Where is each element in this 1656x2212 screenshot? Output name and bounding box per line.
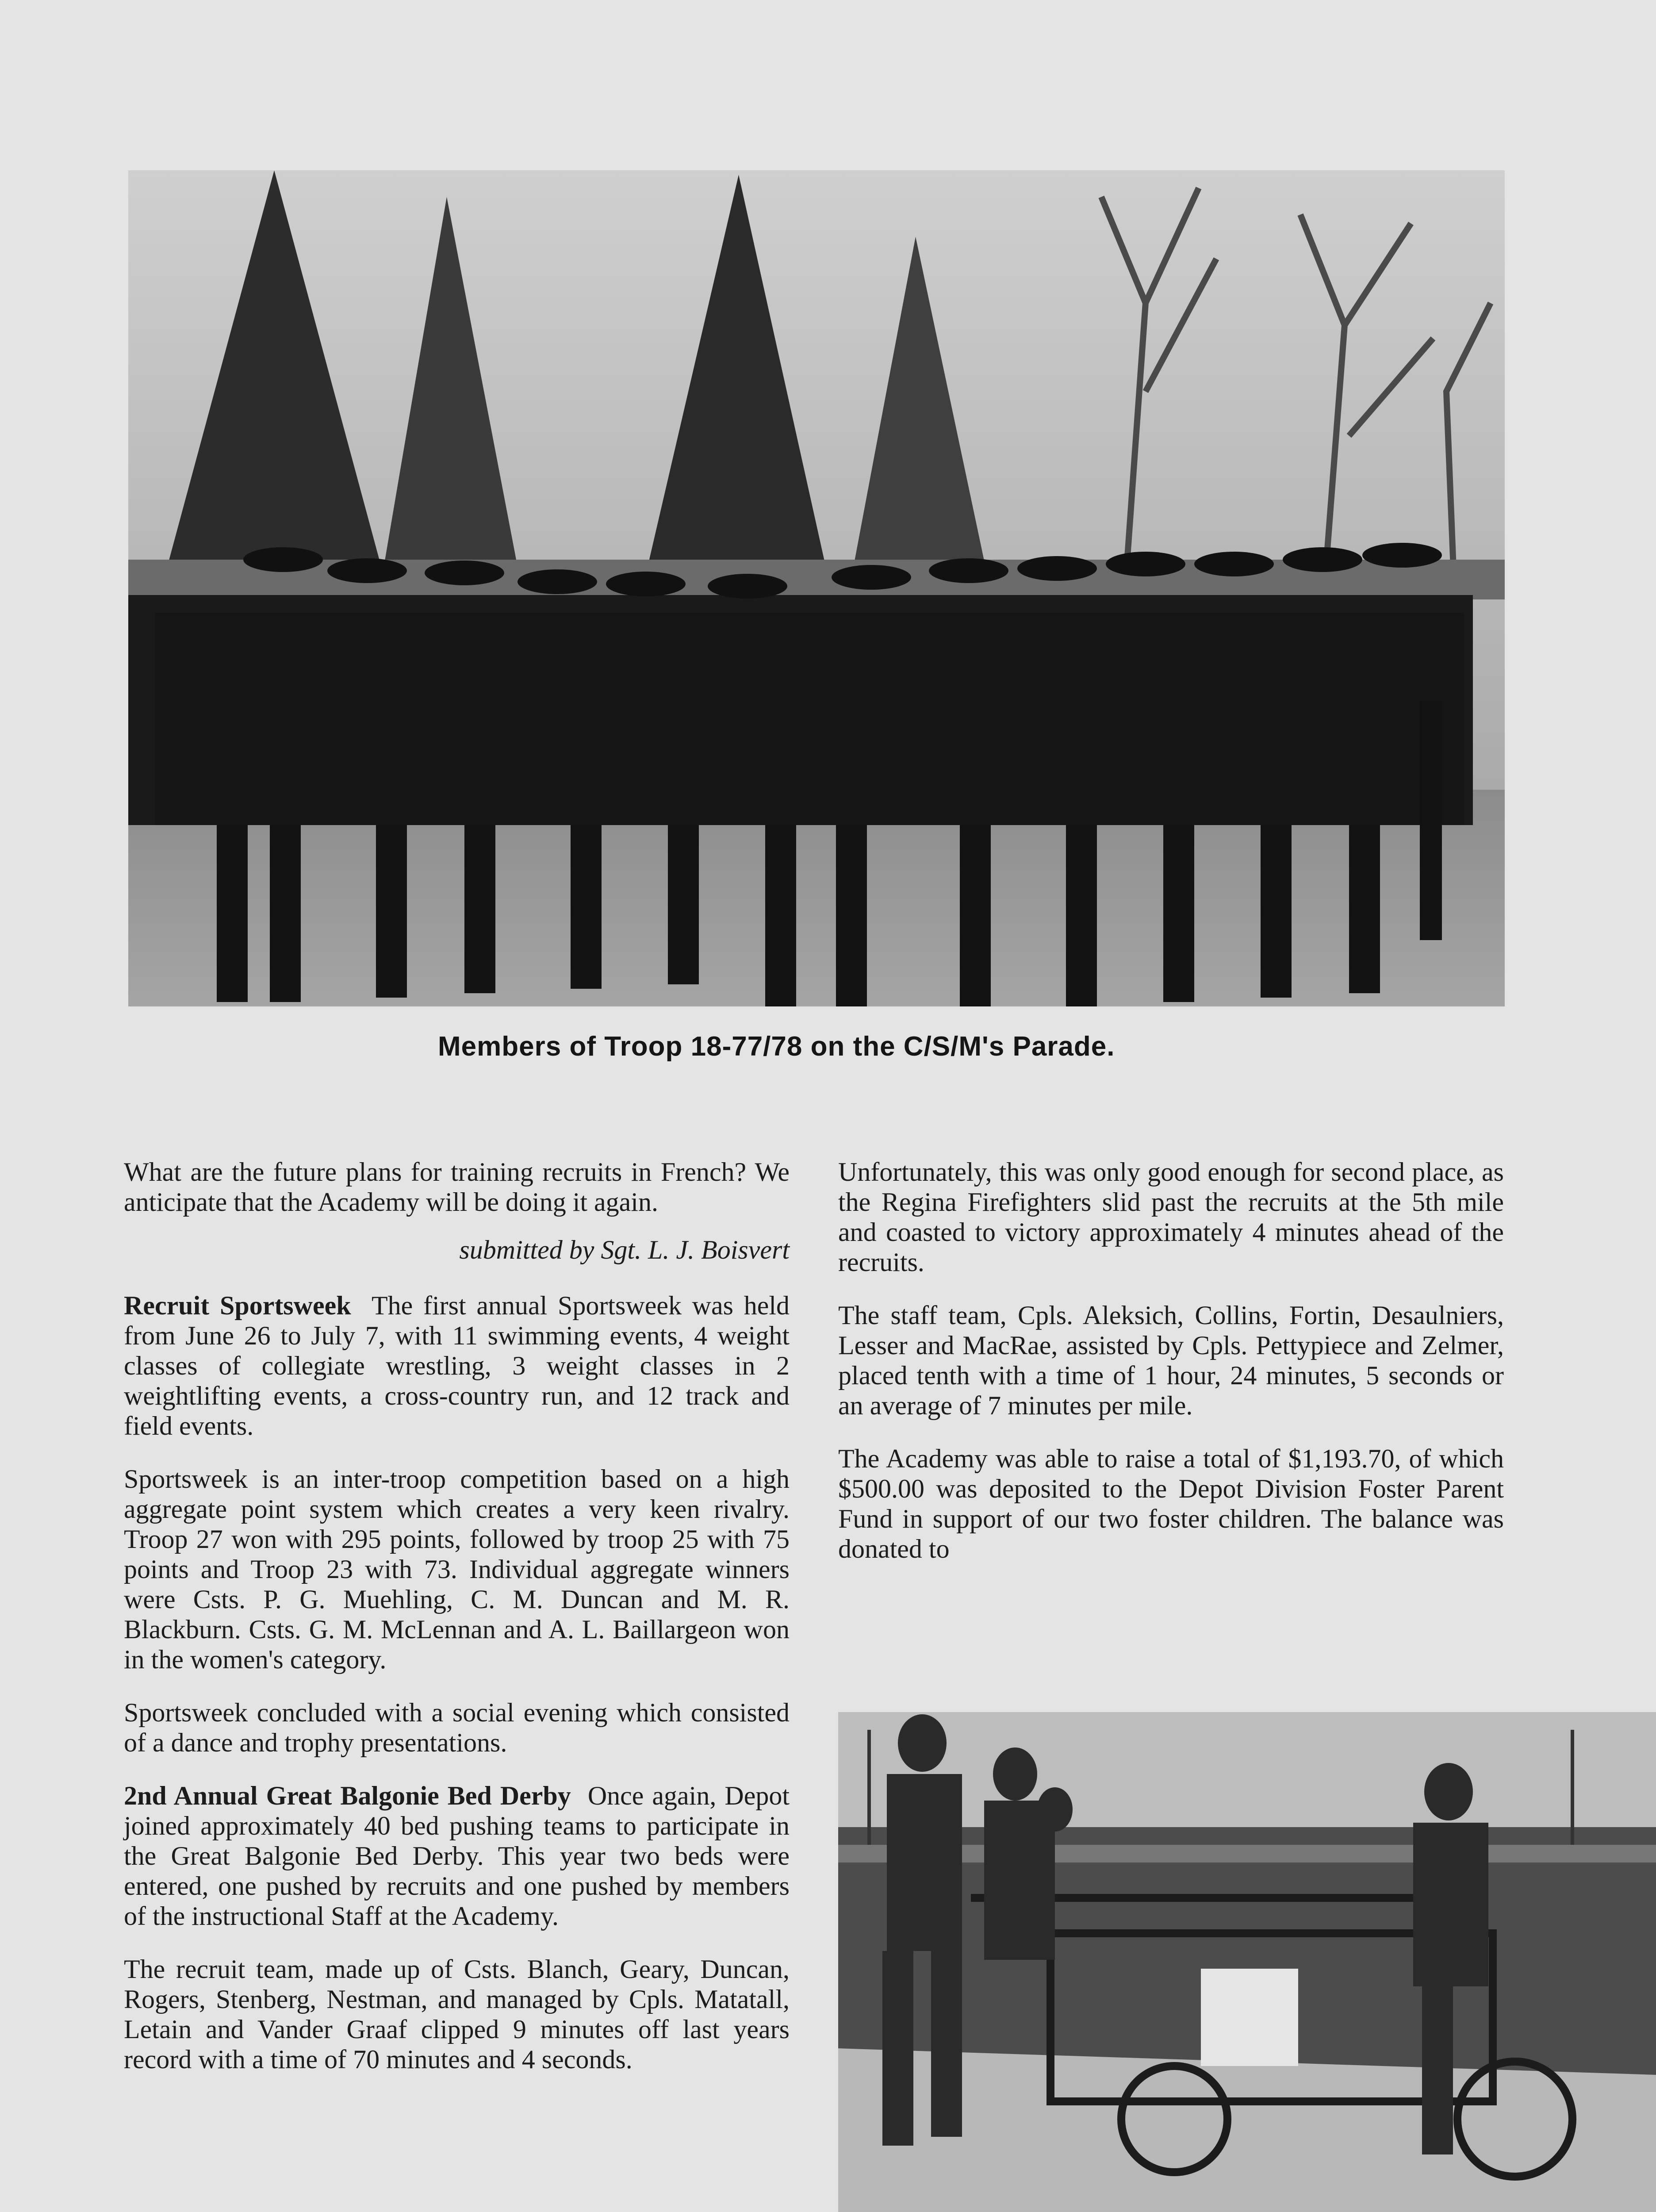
parade-photo [128,170,1505,1006]
bed-derby-body: Once again, Depot joined approximately 40 bed pushing teams to participate in the Great Balgonie Bed Derby. This year two beds were entered, one pushed by recruits and one pushed by members of the instructional Staff at the Academy. [124,1781,790,1931]
bed-race-photo [838,1712,1656,2212]
paragraph-second-place: Unfortunately, this was only good enough for second place, as the Regina Firefighters slid past the recruits at the 5th mile and coasted to victory approximately 4 minutes ahead of the recruits. [838,1157,1504,1277]
left-column [124,1157,790,2097]
signature: submitted by Sgt. L. J. Boisvert [459,1235,790,1264]
bed-derby-heading: 2nd Annual Great Balgonie Bed Derby [124,1781,571,1810]
paragraph-french-training: What are the future plans for training recruits in French? We anticipate that the Academy will be doing it again. [124,1157,790,1217]
right-column [838,1157,1504,1587]
paragraph-sportsweek-results: Sportsweek is an inter-troop competition based on a high aggregate point system which creates a very keen rivalry. Troop 27 won with 295 points, followed by troop 25 with 75 points and Troop 23 with 73. Individual aggregate winners were Csts. P. G. Muehling, C. M. Duncan and M. R. Blackburn. Csts. G. M. McLennan and A. L. Baillargeon won in the women's category. [124,1464,790,1674]
paragraph-recruit-team: The recruit team, made up of Csts. Blanch, Geary, Duncan, Rogers, Stenberg, Nestman, and managed by Cpls. Matatall, Letain and Vander Graaf clipped 9 minutes off last years record with a time of 70 minutes and 4 seconds. [124,1955,790,2074]
paragraph-sportsweek-social: Sportsweek concluded with a social evening which consisted of a dance and trophy presentations. [124,1698,790,1757]
paragraph-fundraising: The Academy was able to raise a total of $1,193.70, of which $500.00 was deposited to the Depot Division Foster Parent Fund in support of our two foster children. The balance was donated to [838,1444,1504,1563]
paragraph-staff-team: The staff team, Cpls. Aleksich, Collins, Fortin, Desaulniers, Lesser and MacRae, assisted by Cpls. Pettypiece and Zelmer, placed tenth with a time of 1 hour, 24 minutes, 5 seconds or an average of 7 minutes per mile. [838,1301,1504,1420]
parade-caption: Members of Troop 18-77/78 on the C/S/M's Parade. [438,1031,1115,1062]
sportsweek-body: The first annual Sportsweek was held from June 26 to July 7, with 11 swimming events, 4 weight classes of collegiate wrestling, 3 weight classes in 2 weightlifting events, a cross-country run, and 12 track and field events. [124,1291,790,1440]
paragraph-bed-derby [124,1781,790,1931]
sportsweek-heading: Recruit Sportsweek [124,1291,351,1320]
paragraph-sportsweek [124,1290,790,1441]
